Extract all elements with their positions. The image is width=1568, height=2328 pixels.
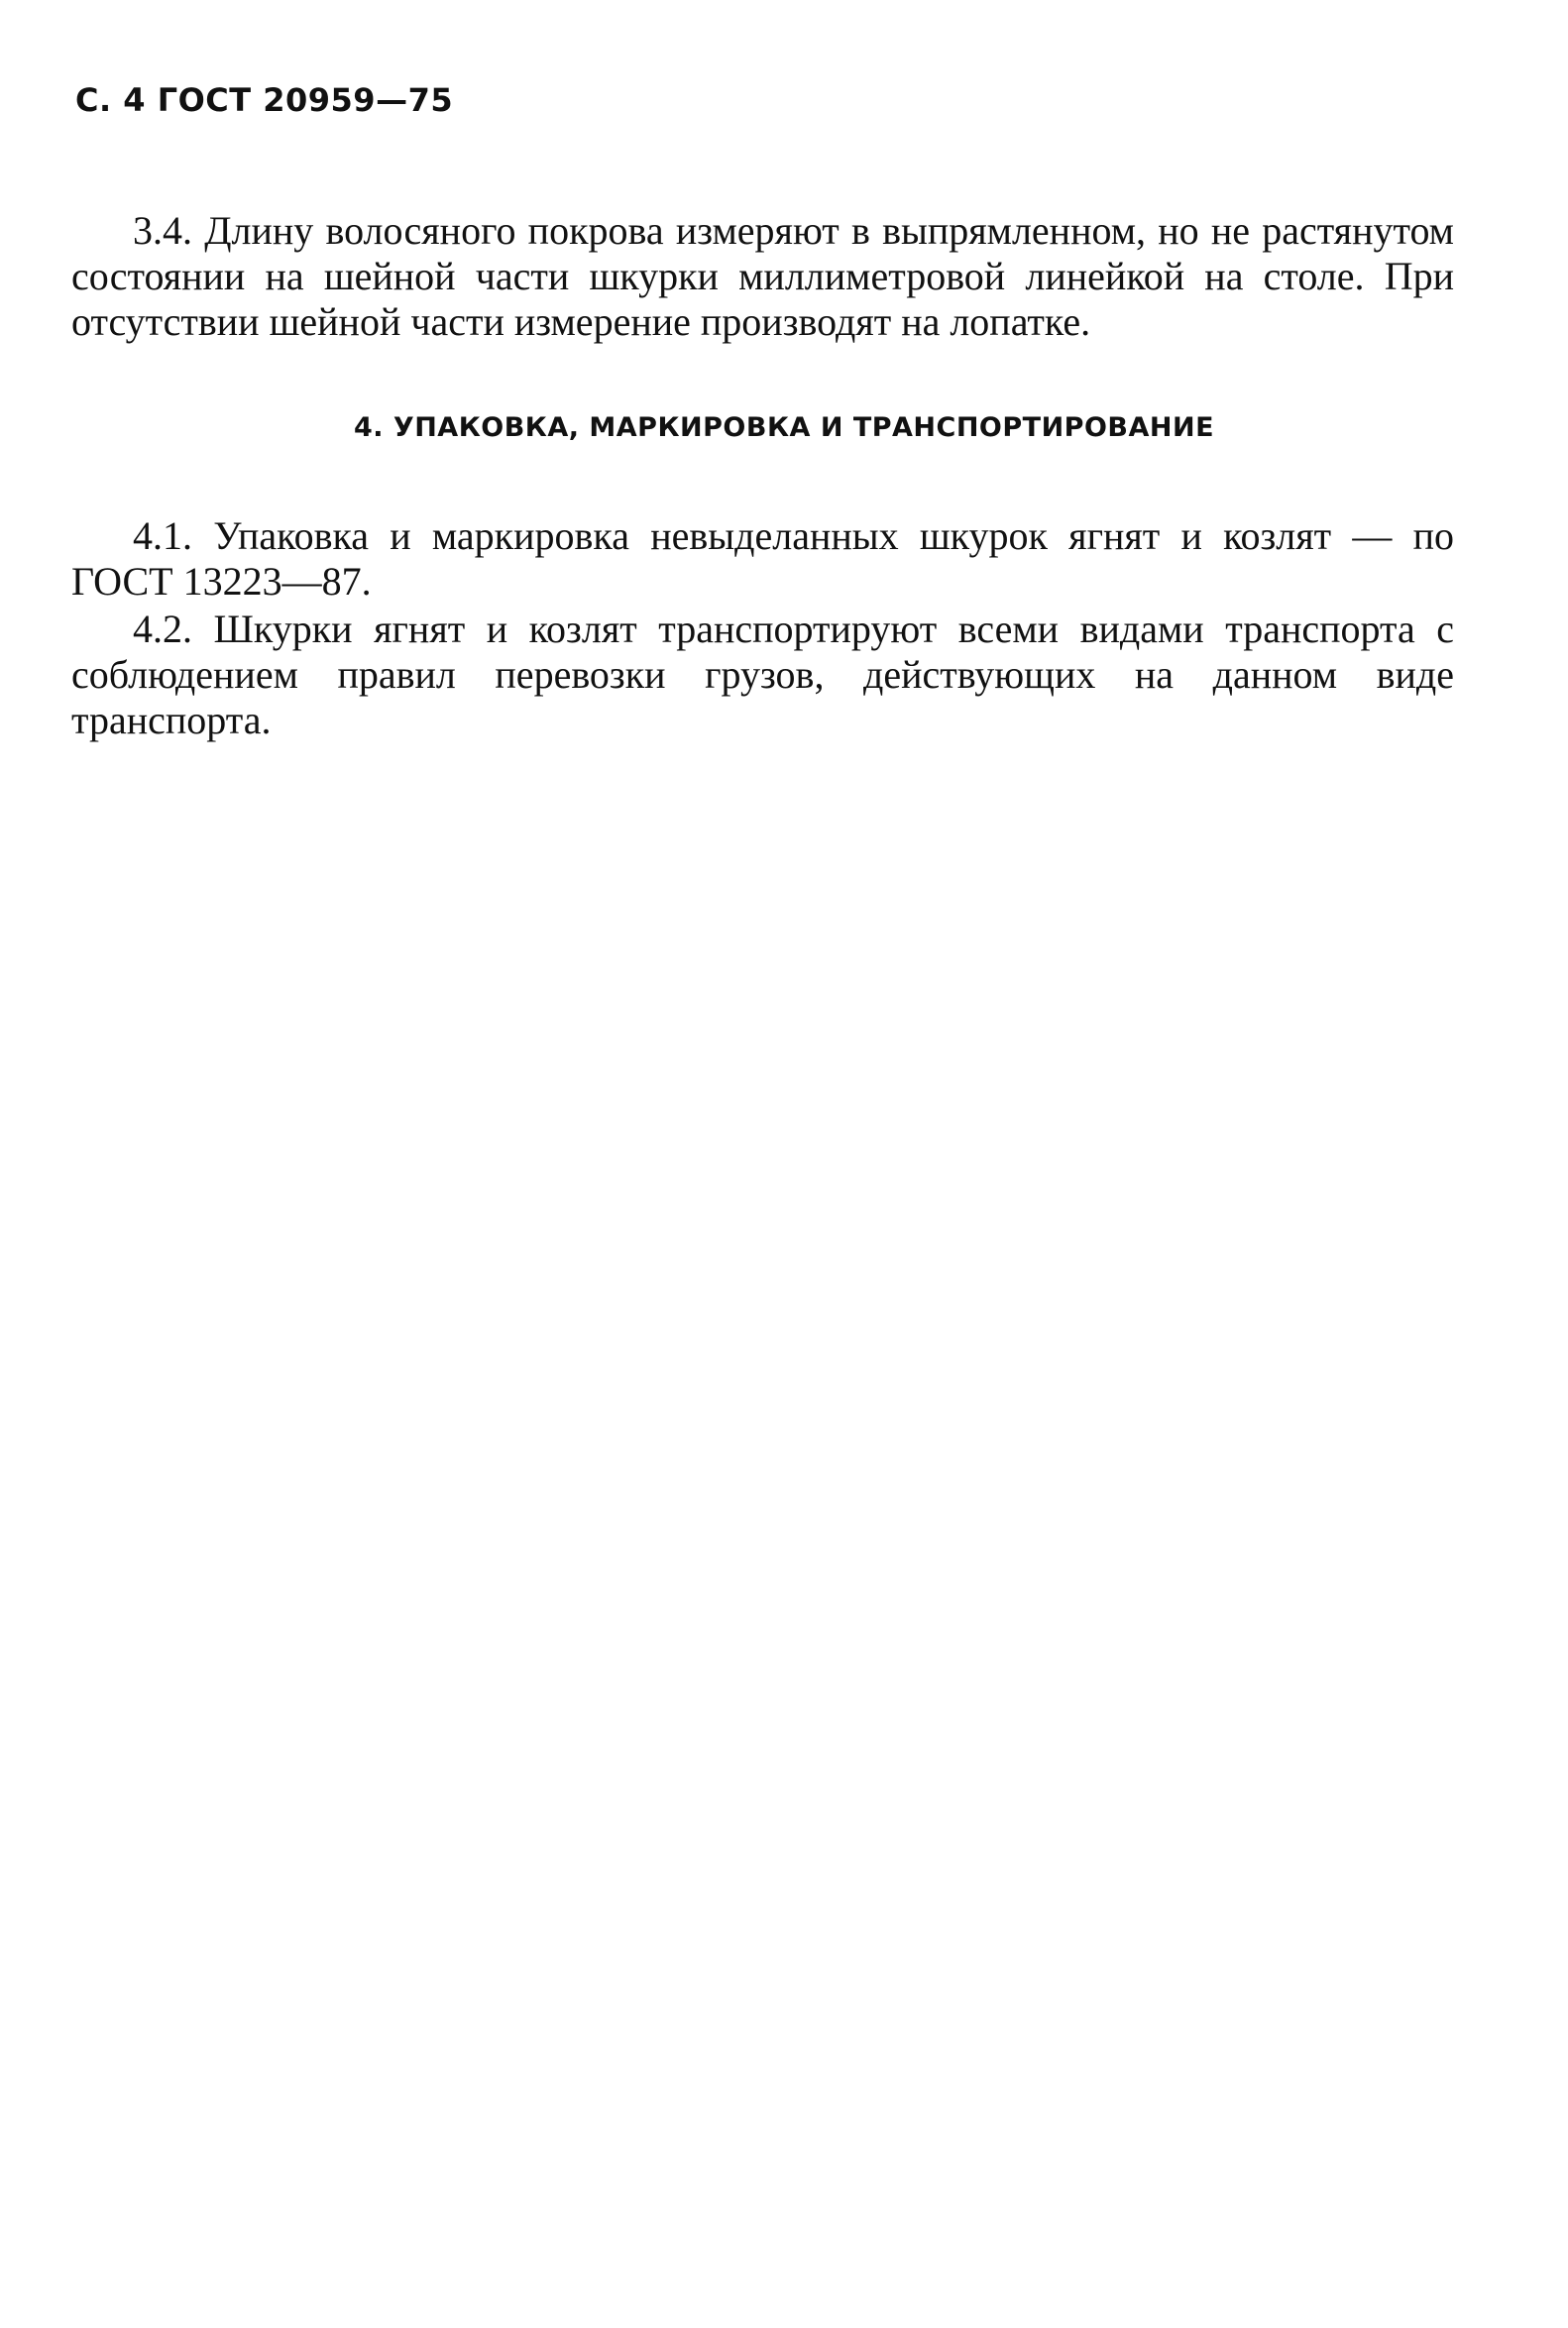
running-head: С. 4 ГОСТ 20959—75 [75,81,454,119]
paragraph-4-2: 4.2. Шкурки ягнят и козлят транспортируют всеми видами транспорта с соблюдением правил перевозки грузов, действующих на данном виде транспорта. [71,607,1454,742]
section-4-heading: 4. УПАКОВКА, МАРКИРОВКА И ТРАНСПОРТИРОВАНИЕ [353,412,1215,443]
paragraph-4-1: 4.1. Упаковка и маркировка невыделанных шкурок ягнят и козлят — по ГОСТ 13223—87. [71,513,1454,604]
paragraph-3-4: 3.4. Длину волосяного покрова измеряют в выпрямленном, но не растянутом состоянии на шейной части шкурки миллиметровой линейкой на столе. При отсутствии шейной части измерение производят на лопатке. [71,208,1454,344]
